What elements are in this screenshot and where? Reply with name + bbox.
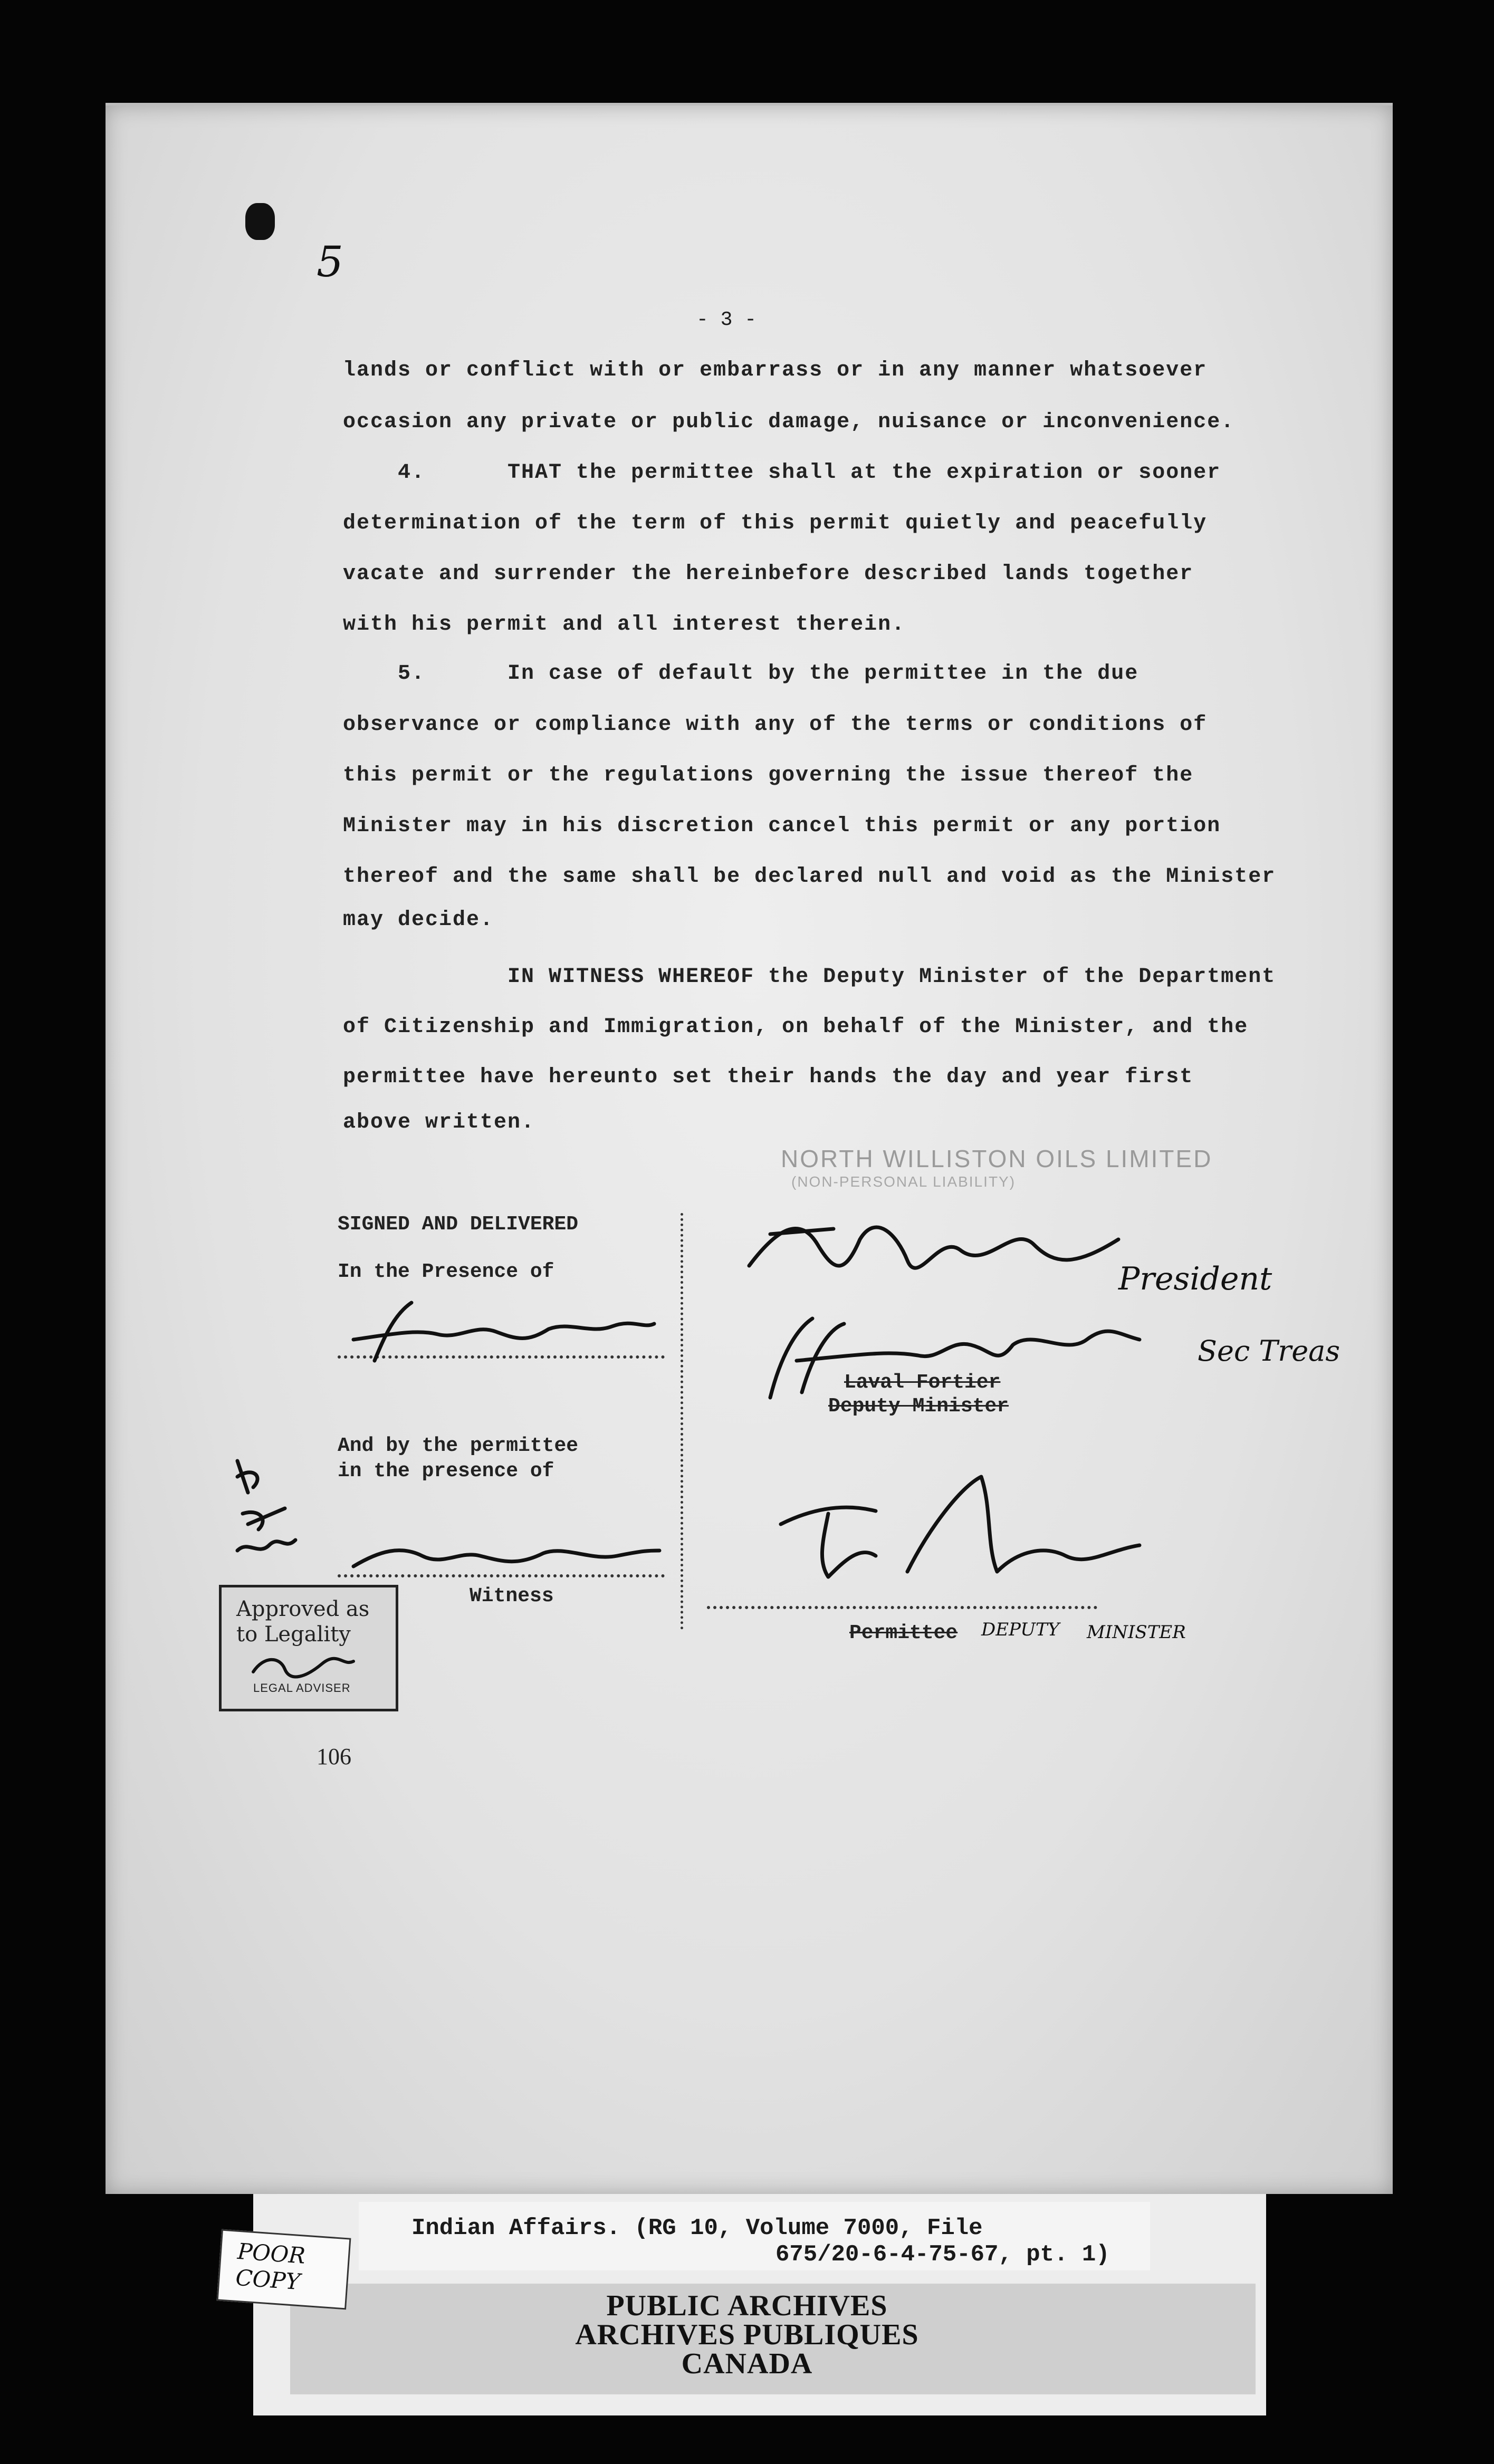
body-line: of Citizenship and Immigration, on behalf of the Minister, and the (343, 1015, 1249, 1039)
in-presence-label: In the Presence of (338, 1260, 554, 1283)
approval-initials (243, 1651, 359, 1682)
body-line: may decide. (343, 908, 494, 932)
body-line: IN WITNESS WHEREOF the Deputy Minister of the Department (343, 965, 1276, 989)
body-line: with his permit and all interest therein. (343, 613, 906, 637)
archive-reference-line2: 675/20-6-4-75-67, pt. 1) (775, 2241, 1110, 2268)
archives-publiques-title: ARCHIVES PUBLIQUES (575, 2318, 919, 2351)
body-line: lands or conflict with or embarrass or in any manner whatsoever (343, 359, 1208, 382)
poor-copy-note (217, 2229, 351, 2310)
company-stamp: NORTH WILLISTON OILS LIMITED (781, 1145, 1213, 1172)
permittee-presence-line1: And by the permittee (338, 1435, 579, 1457)
archive-reference-line1: Indian Affairs. (RG 10, Volume 7000, File (411, 2215, 983, 2241)
approved-line3: LEGAL ADVISER (253, 1681, 351, 1695)
witness-signature (327, 1292, 665, 1371)
witness-label: Witness (470, 1585, 554, 1608)
handwritten-president: President (1118, 1260, 1272, 1297)
president-signature (739, 1202, 1139, 1297)
deputy-minister-struck: Deputy Minister (828, 1395, 1009, 1418)
handwritten-mark: 5 (317, 237, 343, 286)
folio-number: 106 (317, 1744, 351, 1769)
body-line: this permit or the regulations governing the issue thereof the (343, 764, 1194, 787)
body-line: Minister may in his discretion cancel this permit or any portion (343, 814, 1221, 838)
typed-name-struck: Laval Fortier (844, 1371, 1001, 1394)
signing-brace (681, 1213, 683, 1630)
minister-signature-line (707, 1606, 1097, 1609)
approved-line1: Approved as (236, 1597, 370, 1621)
poor-copy-line2: COPY (235, 2264, 301, 2295)
body-line: 5. In case of default by the permittee in the due (343, 662, 1139, 686)
deputy-minister-signature (770, 1466, 1150, 1593)
body-line: occasion any private or public damage, nuisance or inconvenience. (343, 410, 1235, 434)
signed-delivered-label: SIGNED AND DELIVERED (338, 1213, 579, 1236)
handwritten-deputy: DEPUTY (981, 1619, 1060, 1640)
body-line: permittee have hereunto set their hands the day and year first (343, 1065, 1194, 1089)
handwritten-minister: MINISTER (1087, 1622, 1186, 1643)
body-line: 4. THAT the permittee shall at the expiration or sooner (343, 461, 1221, 485)
public-archives-title: PUBLIC ARCHIVES (606, 2289, 888, 2322)
archive-reference-label (359, 2202, 1150, 2270)
ink-blot (245, 203, 275, 240)
approved-legality-stamp (219, 1585, 398, 1711)
handwritten-sec-treas: Sec Treas (1198, 1334, 1340, 1368)
body-line: determination of the term of this permit quietly and peacefully (343, 512, 1208, 535)
page-number: - 3 - (696, 309, 757, 331)
permittee-presence-line2: in the presence of (338, 1460, 554, 1483)
canada-title: CANADA (681, 2347, 813, 2380)
sec-treas-signature (749, 1308, 1150, 1413)
company-stamp-subtitle: (NON-PERSONAL LIABILITY) (791, 1173, 1016, 1190)
approved-line2: to Legality (236, 1622, 351, 1647)
poor-copy-line1: POOR (236, 2238, 307, 2269)
margin-initials (227, 1445, 301, 1587)
body-line: vacate and surrender the hereinbefore described lands together (343, 562, 1194, 586)
body-line: observance or compliance with any of the terms or conditions of (343, 713, 1208, 737)
permittee-struck: Permittee (849, 1622, 958, 1644)
body-line: above written. (343, 1111, 535, 1134)
second-witness-signature (332, 1519, 670, 1582)
body-line: thereof and the same shall be declared null and void as the Minister (343, 865, 1276, 889)
